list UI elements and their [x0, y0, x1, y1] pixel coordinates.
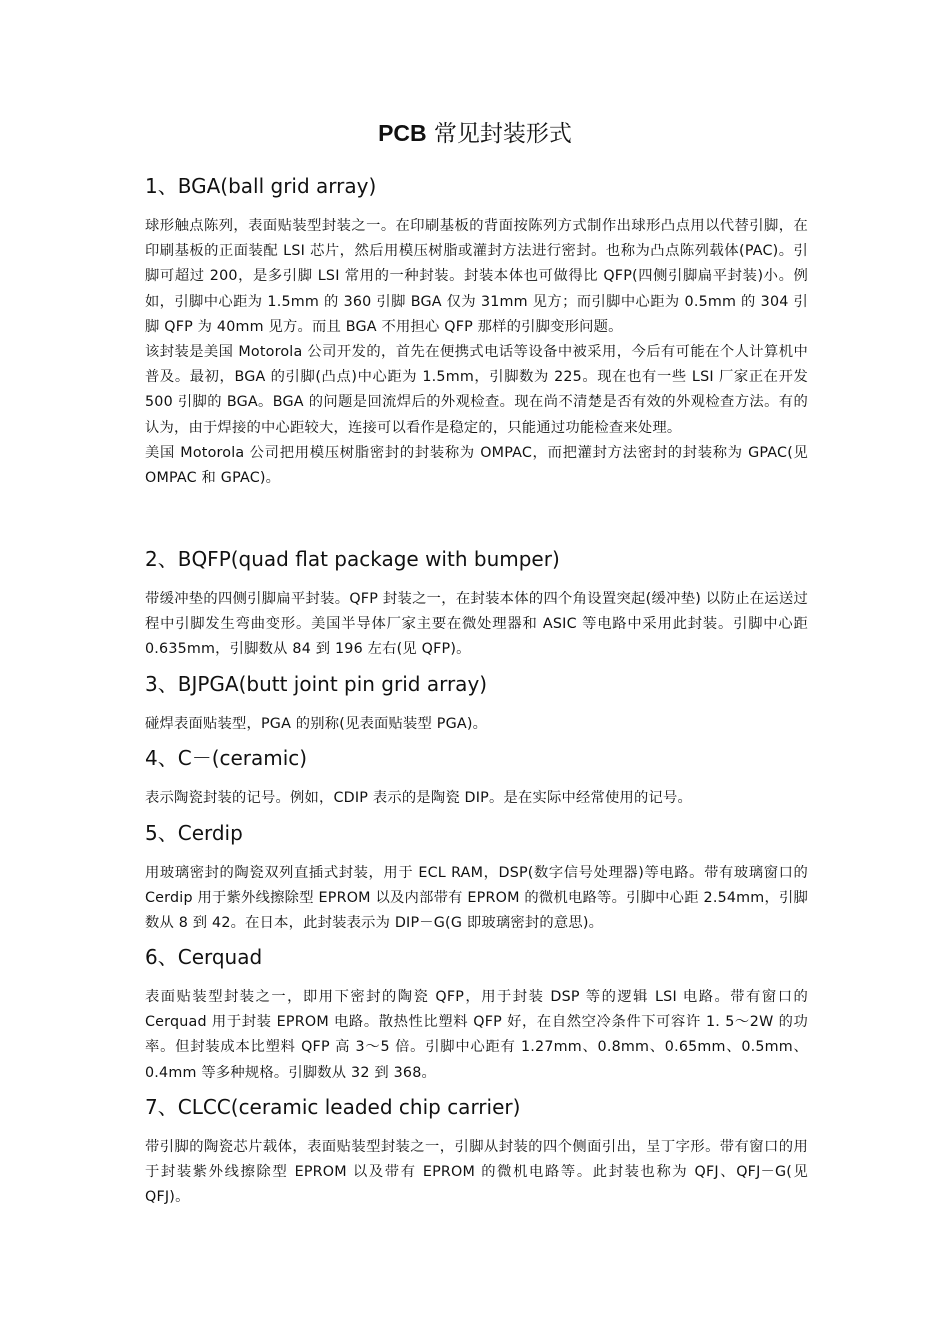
section-bqfp — [145, 545, 808, 663]
section-heading: 1、BGA(ball grid array) — [145, 174, 377, 198]
section-paragraph: 球形触点陈列，表面贴装型封装之一。在印刷基板的背面按陈列方式制作出球形凸点用以代替引脚，在印刷基板的正面装配 LSI 芯片，然后用模压树脂或灌封方法进行密封。也称为凸点陈列载体(PAC)。引脚可超过 200，是多引脚 LSI 常用的一种封装。封装本体也可做得比 QFP(四侧引脚扁平封装)小。例如，引脚中心距为 1.5mm 的 360 引脚 BGA 仅为 31mm 见方；而引脚中心距为 0.5mm 的 304 引脚 QFP 为 40mm 见方。而且 BGA 不用担心 QFP 那样的引脚变形问题。 — [145, 218, 808, 335]
section-bga — [145, 172, 808, 491]
section-paragraph: 用玻璃密封的陶瓷双列直插式封装，用于 ECL RAM，DSP(数字信号处理器)等电路。带有玻璃窗口的 Cerdip 用于紫外线擦除型 EPROM 以及内部带有 EPROM 的微机电路等。引脚中心距 2.54mm，引脚数从 8 到 42。在日本，此封装表示为 DIP－G(G 即玻璃密封的意思)。 — [145, 865, 808, 932]
section-cerquad — [145, 943, 808, 1086]
page-title-prefix: PCB — [378, 120, 427, 146]
section-paragraph: 该封装是美国 Motorola 公司开发的，首先在便携式电话等设备中被采用，今后有可能在个人计算机中普及。最初，BGA 的引脚(凸点)中心距为 1.5mm，引脚数为 225。现在也有一些 LSI 厂家正在开发 500 引脚的 BGA。BGA 的问题是回流焊后的外观检查。现在尚不清楚是否有效的外观检查方法。有的认为，由于焊接的中心距较大，连接可以看作是稳定的，只能通过功能检查来处理。 — [145, 344, 808, 436]
section-paragraph: 带缓冲垫的四侧引脚扁平封装。QFP 封装之一，在封装本体的四个角设置突起(缓冲垫) 以防止在运送过程中引脚发生弯曲变形。美国半导体厂家主要在微处理器和 ASIC 等电路中采用此封装。引脚中心距 0.635mm，引脚数从 84 到 196 左右(见 QFP)。 — [145, 591, 808, 658]
section-paragraph: 碰焊表面贴装型，PGA 的别称(见表面贴装型 PGA)。 — [145, 716, 488, 732]
section-bjpga — [145, 670, 808, 737]
section-heading: 3、BJPGA(butt joint pin grid array) — [145, 672, 488, 696]
section-cerdip — [145, 819, 808, 937]
section-paragraph: 美国 Motorola 公司把用模压树脂密封的封装称为 OMPAC，而把灌封方法密封的封装称为 GPAC(见 OMPAC 和 GPAC)。 — [145, 444, 808, 487]
section-heading: 2、BQFP(quad flat package with bumper) — [145, 547, 560, 571]
section-clcc — [145, 1093, 808, 1211]
section-heading: 4、C－(ceramic) — [145, 746, 308, 770]
section-heading: 6、Cerquad — [145, 945, 263, 969]
section-paragraph: 表面贴装型封装之一，即用下密封的陶瓷 QFP，用于封装 DSP 等的逻辑 LSI 电路。带有窗口的 Cerquad 用于封装 EPROM 电路。散热性比塑料 QFP 好，在自然空冷条件下可容许 1. 5～2W 的功率。但封装成本比塑料 QFP 高 3～5 倍。引脚中心距有 1.27mm、0.8mm、0.65mm、0.5mm、0.4mm 等多种规格。引脚数从 32 到 368。 — [145, 989, 808, 1081]
section-heading: 7、CLCC(ceramic leaded chip carrier) — [145, 1095, 521, 1119]
section-ceramic — [145, 744, 808, 811]
section-heading: 5、Cerdip — [145, 821, 243, 845]
section-paragraph: 表示陶瓷封装的记号。例如，CDIP 表示的是陶瓷 DIP。是在实际中经常使用的记号。 — [145, 790, 692, 806]
page-title — [0, 117, 950, 150]
section-paragraph: 带引脚的陶瓷芯片载体，表面贴装型封装之一，引脚从封装的四个侧面引出，呈丁字形。带有窗口的用于封装紫外线擦除型 EPROM 以及带有 EPROM 的微机电路等。此封装也称为 QFJ、QFJ－G(见 QFJ)。 — [145, 1139, 808, 1206]
page-title-suffix: 常见封装形式 — [426, 121, 572, 147]
